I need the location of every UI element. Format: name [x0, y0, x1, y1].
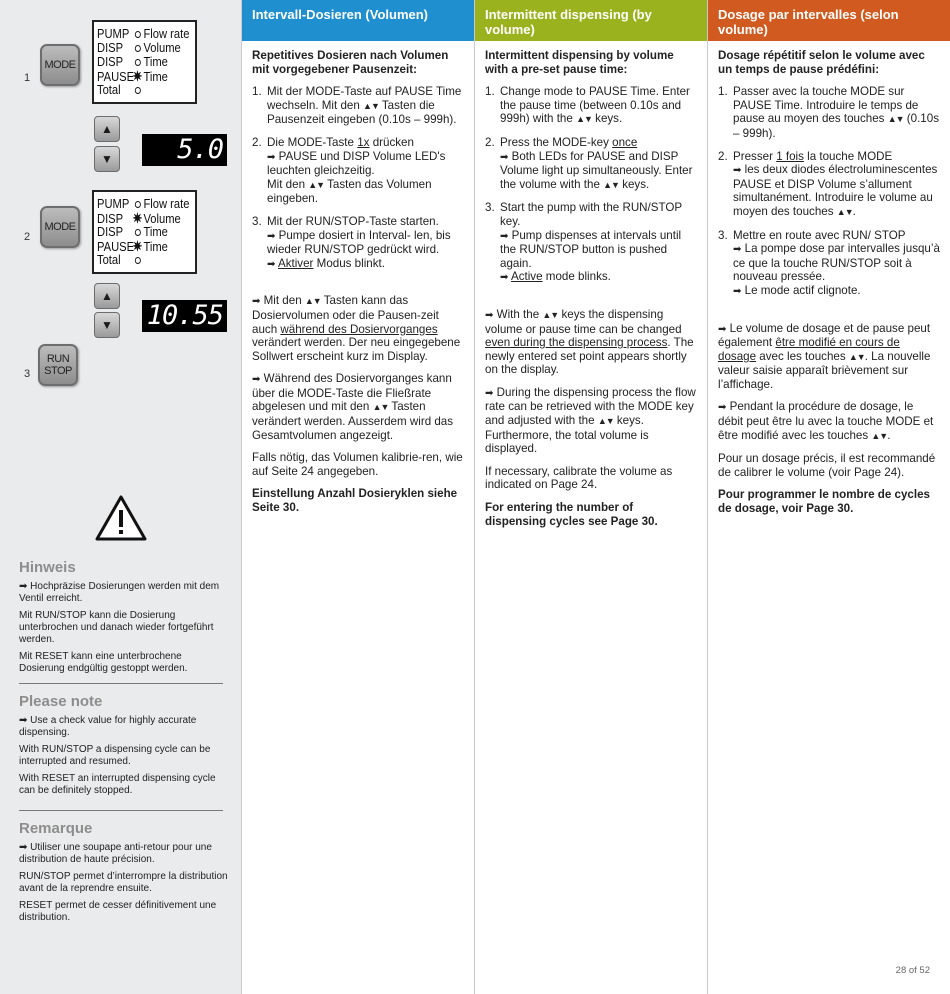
led-on-icon: ✷: [132, 68, 143, 84]
sidebar: [0, 0, 242, 994]
column-title: Intermittent dispensing (by volume): [475, 0, 707, 41]
note-body-de: ➡ Hochpräzise Dosierungen werden mit dem Ventil erreicht. Mit RUN/STOP kann die Dosierung unterbrochen und danach wieder fortgeführt werden. Mit RESET kann eine unterbrochene Dosierung endgültig gestoppt werden.: [19, 581, 220, 674]
divider: [19, 683, 223, 684]
step-1: 1. Mit der MODE-Taste auf PAUSE Time wechseln. Mit den ▲▼ Tasten die Pausenzeit eingeben (0.10s – 999h).: [252, 85, 462, 127]
step-2: 2. Presser 1 fois la touche MODE ➡ les deux diodes électroluminescentes PAUSE et DISP Volume s’allument simultanément. Introduire le volume au moyen des touches ▲▼.: [718, 149, 938, 218]
paragraph: For entering the number of dispensing cycles see Page 30.: [485, 501, 658, 528]
lcd-panel: [92, 20, 197, 104]
down-arrow-button[interactable]: ▼: [94, 312, 120, 338]
paragraph: Pour un dosage précis, il est recommandé de calibrer le volume (voir Page 24).: [718, 452, 936, 479]
up-arrow-button[interactable]: ▲: [94, 283, 120, 309]
step-2: 2. Die MODE-Taste 1x drücken ➡ PAUSE und DISP Volume LED's leuchten gleichzeitig. Mit den ▲▼ Tasten das Volumen eingeben.: [252, 135, 446, 206]
column-body: Dosage répétitif selon le volume avec un temps de pause prédéfini: 1. Passer avec la touche MODE sur PAUSE Time. Introduire le temps de pause au moyen des touches ▲▼ (0.10s – 999h). 2. Presser 1 fois la touche MODE ➡ les deux diodes électroluminescentes PAUSE et DISP Volume s’allument simultanément. Introduire le volume au moyen des touches ▲▼. 3. Mettre en route avec RUN/ STOP ➡ La pompe dose par intervalles jusqu’à ce que la touche RUN/STOP soit à nouveau pressée. ➡ Le mode actif clignote. ➡ Le volume de dosage et de pause peut également être modifié en cours de dosage avec les touches ▲▼. La nouvelle valeur saisie apparaît brièvement sur l’affichage. ➡ Pendant la procédure de dosage, le débit peut être lu avec la touche MODE et être modifié avec les touches ▲▼. Pour un dosage précis, il est recommandé de calibrer le volume (voir Page 24). Pour programmer le nombre de cycles de dosage, voir Page 30.: [718, 49, 940, 516]
divider: [19, 810, 223, 811]
note-body-en: ➡ Use a check value for highly accurate dispensing. With RUN/STOP a dispensing cycle can be interrupted and resumed. With RESET an interrupted dispensing cycle can be definitely stopped.: [19, 715, 216, 796]
lcd-row-disp-time: DISP Time: [97, 224, 168, 239]
paragraph: ➡ Le volume de dosage et de pause peut également être modifié en cours de dosage avec les touches ▲▼. La nouvelle valeur saisie apparaît brièvement sur l’affichage.: [718, 321, 931, 391]
mode-button[interactable]: MODE: [40, 44, 80, 86]
step-2: 2. Press the MODE-key once ➡ Both LEDs for PAUSE and DISP Volume light up simultaneously. Enter the volume with the ▲▼ keys.: [485, 135, 693, 191]
step-number: 2: [24, 231, 31, 243]
page-number: 28 of 52: [895, 965, 930, 976]
paragraph: Pour programmer le nombre de cycles de dosage, voir Page 30.: [718, 488, 930, 516]
lcd-row-total: Total: [97, 253, 143, 267]
column-german: [242, 0, 475, 994]
paragraph: If necessary, calibrate the volume as indicated on Page 24.: [485, 464, 673, 492]
step-3: 3. Mit der RUN/STOP-Taste starten. ➡ Pumpe dosiert in Interval- len, bis wieder RUN/STOP gedrückt wird. ➡ Aktiver Modus blinkt.: [252, 214, 451, 270]
paragraph: Falls nötig, das Volumen kalibrie-ren, wie auf Seite 24 angegeben.: [252, 451, 463, 478]
seven-segment-display: 10.55: [142, 300, 227, 332]
down-arrow-button[interactable]: ▼: [94, 146, 120, 172]
lcd-row-pause: PAUSE✷Time: [97, 68, 168, 84]
note-title-fr: Remarque: [19, 820, 93, 837]
mode-button[interactable]: MODE: [40, 206, 80, 248]
seven-segment-display: 5.0: [142, 134, 227, 166]
paragraph: ➡ Pendant la procédure de dosage, le débit peut être lu avec la touche MODE et être modifié avec les touches ▲▼.: [718, 400, 934, 442]
lcd-row-disp-volume: DISP ✷Volume: [97, 210, 181, 226]
warning-icon: [94, 494, 148, 542]
led-on-icon: ✷: [132, 210, 143, 226]
step-number: 3: [24, 368, 31, 380]
up-arrow-button[interactable]: ▲: [94, 116, 120, 142]
column-title: Intervall-Dosieren (Volumen): [242, 0, 474, 41]
lcd-row-pump: PUMP Flow rate: [97, 196, 190, 211]
paragraph: Einstellung Anzahl Dosieryklen siehe Seite 30.: [252, 487, 458, 515]
lcd-panel: [92, 190, 197, 274]
column-title: Dosage par intervalles (selon volume): [708, 0, 950, 41]
paragraph: ➡ With the ▲▼ keys the dispensing volume or pause time can be changed even during the dispensing process. The newly entered set point appears shortly on the display.: [485, 307, 694, 377]
step-1: 1. Passer avec la touche MODE sur PAUSE Time. Introduire le temps de pause au moyen des touches ▲▼ (0.10s – 999h).: [718, 85, 939, 140]
paragraph: ➡ Mit den ▲▼ Tasten kann das Dosiervolumen oder die Pausen-zeit auch während des Dosiervorganges verändert werden. Der neu eingegebene Sollwert erscheint kurz im Display.: [252, 294, 461, 363]
step-3: 3. Start the pump with the RUN/STOP key. ➡ Pump dispenses at intervals until the RUN/STOP button is pushed again. ➡ Active mode blinks.: [485, 201, 682, 284]
note-title-en: Please note: [19, 693, 103, 710]
column-body: Repetitives Dosieren nach Volumen mit vorgegebener Pausenzeit: 1. Mit der MODE-Taste auf PAUSE Time wechseln. Mit den ▲▼ Tasten die Pausenzeit eingeben (0.10s – 999h). 2. Die MODE-Taste 1x drücken ➡ PAUSE und DISP Volume LED's leuchten gleichzeitig. Mit den ▲▼ Tasten das Volumen eingeben. 3. Mit der RUN/STOP-Taste starten. ➡ Pumpe dosiert in Interval- len, bis wieder RUN/STOP gedrückt wird. ➡ Aktiver Modus blinkt. ➡ Mit den ▲▼ Tasten kann das Dosiervolumen oder die Pausen-zeit auch während des Dosiervorganges verändert werden. Der neu eingegebene Sollwert erscheint kurz im Display. ➡ Während des Dosiervorganges kann über die MODE-Taste die Fließrate abgelesen und mit den ▲▼ Tasten verändert werden. Ausserdem wird das Gesamtvolumen angezeigt. Falls nötig, das Volumen kalibrie-ren, wie auf Seite 24 angegeben. Einstellung Anzahl Dosieryklen siehe Seite 30.: [252, 49, 463, 515]
note-body-fr: ➡ Utiliser une soupape anti-retour pour une distribution de haute précision. RUN/STOP permet d’interrompre la distribution avant de la reprendre ensuite. RESET permet de cesser définitivement une distribution.: [19, 842, 228, 923]
note-title-de: Hinweis: [19, 559, 76, 576]
run-stop-button[interactable]: RUN STOP: [38, 344, 78, 386]
lcd-row-pump: PUMP Flow rate: [97, 26, 190, 41]
lcd-row-pause: PAUSE✷Time: [97, 238, 168, 254]
column-english: [475, 0, 708, 994]
step-number: 1: [24, 72, 31, 84]
step-3: 3. Mettre en route avec RUN/ STOP ➡ La pompe dose par intervalles jusqu’à ce que la touche RUN/STOP soit à nouveau pressée. ➡ Le mode actif clignote.: [718, 228, 940, 297]
step-1: 1. Change mode to PAUSE Time. Enter the pause time (between 0.10s and 999h) with the ▲▼ keys.: [485, 85, 690, 126]
column-french: [708, 0, 950, 994]
paragraph: ➡ Während des Dosiervorganges kann über die MODE-Taste die Fließrate abgelesen und mit den ▲▼ Tasten verändert werden. Ausserdem wird das Gesamtvolumen angezeigt.: [252, 372, 454, 442]
led-on-icon: ✷: [132, 238, 143, 254]
lcd-row-disp-volume: DISP Volume: [97, 40, 181, 55]
column-body: Intermittent dispensing by volume with a pre-set pause time: 1. Change mode to PAUSE Time. Enter the pause time (between 0.10s and 999h) with the ▲▼ keys. 2. Press the MODE-key once ➡ Both LEDs for PAUSE and DISP Volume light up simultaneously. Enter the volume with the ▲▼ keys. 3. Start the pump with the RUN/STOP key. ➡ Pump dispenses at intervals until the RUN/STOP button is pushed again. ➡ Active mode blinks. ➡ With the ▲▼ keys the dispensing volume or pause time can be changed even during the dispensing process. The newly entered set point appears shortly on the display. ➡ During the dispensing process the flow rate can be retrieved with the MODE key and adjusted with the ▲▼ keys. Furthermore, the total volume is displayed. If necessary, calibrate the volume as indicated on Page 24. For entering the number of dispensing cycles see Page 30.: [485, 49, 696, 528]
paragraph: ➡ During the dispensing process the flow rate can be retrieved with the MODE key and adjusted with the ▲▼ keys. Furthermore, the total volume is displayed.: [485, 385, 696, 456]
lcd-row-total: Total: [97, 83, 143, 97]
lcd-row-disp-time: DISP Time: [97, 54, 168, 69]
